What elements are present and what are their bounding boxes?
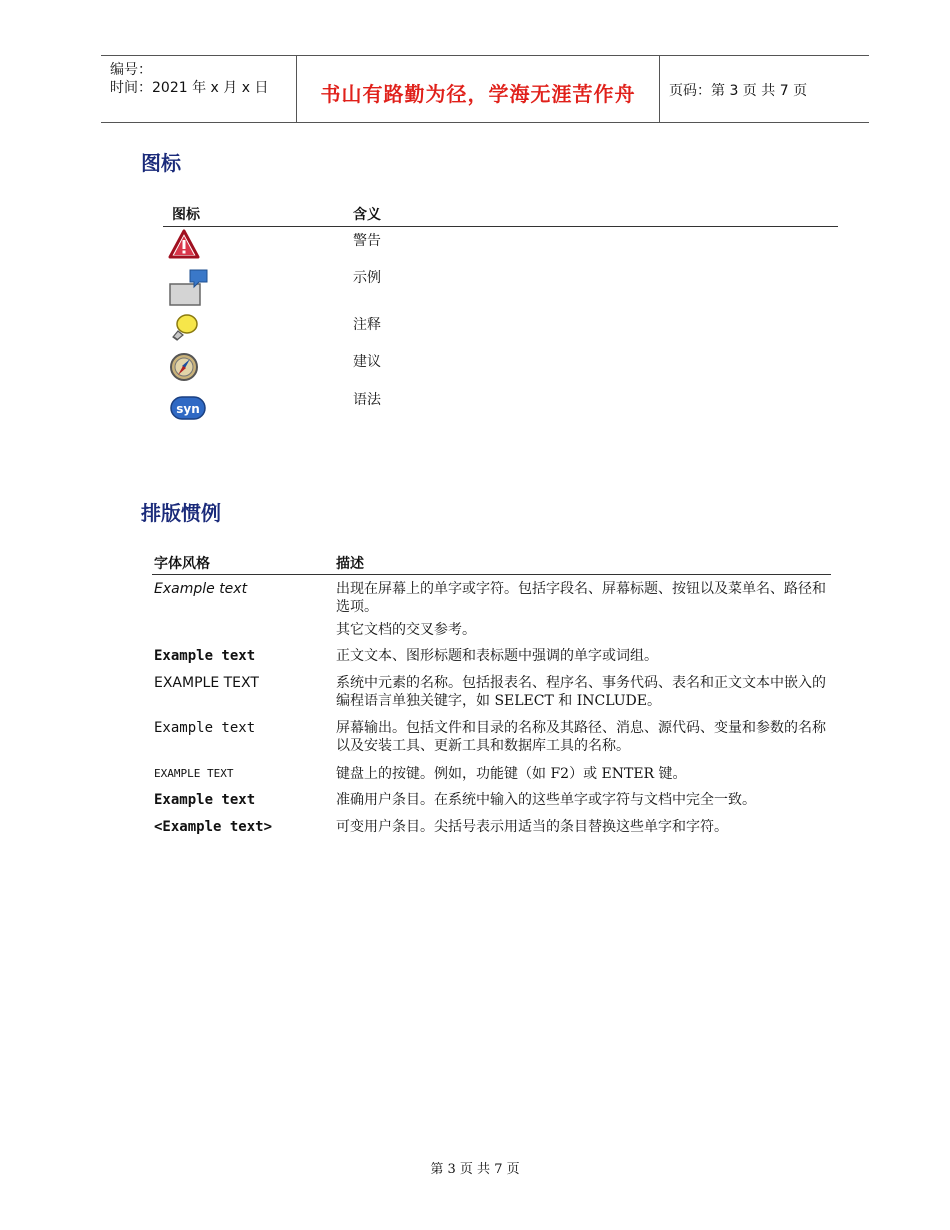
recommendation-compass-icon [168,351,200,387]
example-icon [168,268,210,312]
style-variable-entry: <Example text> [154,819,273,835]
header-page-cell [660,56,869,122]
page-footer: 第 3 页 共 7 页 [430,1162,520,1177]
meaning-recommendation: 建议 [353,354,381,370]
meaning-example: 示例 [353,270,381,286]
syntax-syn-icon [168,394,208,426]
style-screen-text: Example text [154,581,248,597]
meaning-note: 注释 [353,317,381,333]
desc-exact-entry: 准确用户条目。在系统中输入的这些单字或字符与文档中完全一致。 [336,792,756,808]
desc-system-elements: 系统中元素的名称。包括报表名、程序名、事务代码、表名和正文文本中嵌入的编程语言单独关键字，如 SELECT 和 INCLUDE。 [336,675,826,709]
desc-screen-output: 屏幕输出。包括文件和目录的名称及其路径、消息、源代码、变量和参数的名称以及安装工具、更新工具和数据库工具的名称。 [336,720,826,754]
style-keyboard-keys: EXAMPLE TEXT [154,767,234,780]
typo-col-style-header: 字体风格 [154,556,210,572]
typo-col-desc-header: 描述 [336,556,364,572]
desc-screen-text: 出现在屏幕上的单字或字符。包括字段名、屏幕标题、按钮以及菜单名、路径和选项。 [336,581,826,615]
desc-keyboard-keys: 键盘上的按键。例如，功能键（如 F2）或 ENTER 键。 [336,766,687,782]
icons-table-rule [163,226,838,227]
icons-col-icon-header: 图标 [172,207,200,223]
icons-col-meaning-header: 含义 [353,207,381,223]
style-exact-entry: Example text [154,792,256,808]
desc-variable-entry: 可变用户条目。尖括号表示用适当的条目替换这些单字和字符。 [336,819,728,835]
style-system-elements: EXAMPLE TEXT [154,675,259,691]
style-emphasis: Example text [154,648,256,664]
number-label: 编号： [110,62,152,78]
typography-section-title: 排版惯例 [141,501,221,525]
meaning-syntax: 语法 [353,392,381,408]
page-header [101,55,869,123]
icons-section-title: 图标 [141,151,181,175]
header-info-cell [101,56,297,122]
motto-text: 书山有路勤为径，学海无涯苦作舟 [320,82,636,106]
style-screen-output: Example text [154,720,256,736]
svg-text:syn: syn [176,402,200,416]
note-lightbulb-icon [168,313,200,349]
typo-table-rule [152,574,831,575]
desc-cross-reference: 其它文档的交叉参考。 [336,622,476,638]
page-label: 页码：第 3 页 共 7 页 [669,83,808,99]
warning-icon [168,229,200,263]
meaning-warning: 警告 [353,233,381,249]
header-motto-cell [297,56,660,122]
desc-emphasis: 正文文本、图形标题和表标题中强调的单字或词组。 [336,648,658,664]
time-label: 时间：2021 年 x 月 x 日 [110,80,269,96]
